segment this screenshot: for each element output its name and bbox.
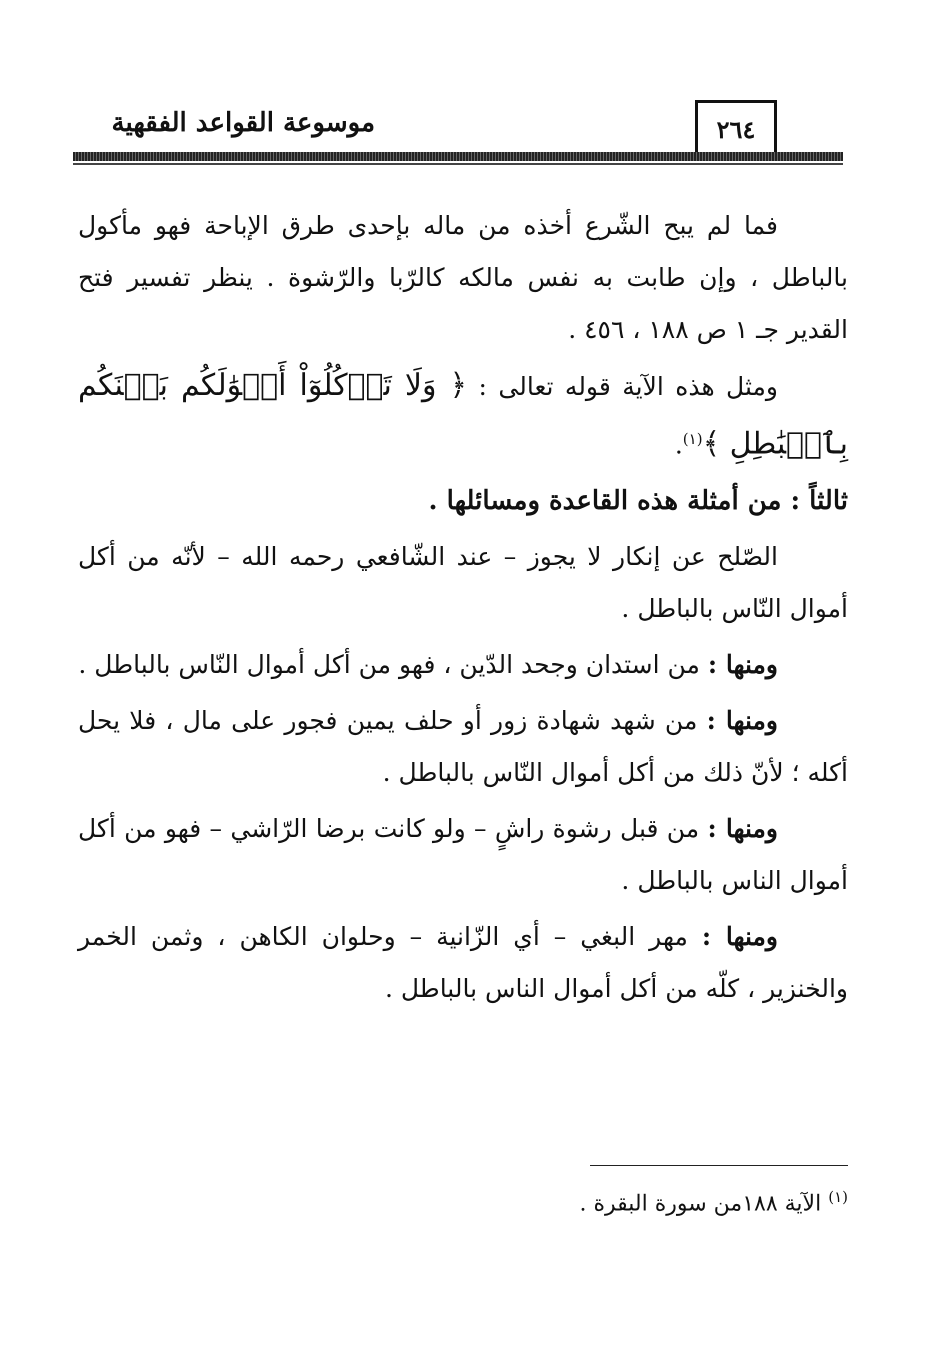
example-text: من استدان وجحد الدّين ، فهو من أكل أموال النّاس بالباطل . [78,650,700,680]
example-text: من قبل رشوة راشٍ – ولو كانت برضا الرّاشي – فهو من أكل أموال الناس بالباطل . [78,814,848,896]
footnote-text: الآية ١٨٨من سورة البقرة . [579,1191,822,1217]
paragraph-3: الصّلح عن إنكار لا يجوز – عند الشّافعي رحمه الله – لأنّه من أكل أموال النّاس بالباطل . [78,542,848,624]
paragraph-7 [78,911,848,1015]
paragraph-4 [78,639,848,691]
quran-intro: ومثل هذه الآية قوله تعالى : [478,372,778,401]
page-number: ٢٦٤ [695,100,777,160]
section-heading: ثالثاً : من أمثلة هذه القاعدة ومسائلها . [428,486,848,517]
example-lead: ومنها : [707,814,778,844]
body-text [78,200,848,1019]
example-lead: ومنها : [706,706,778,736]
footnote-rule [590,1165,848,1166]
paragraph-1: فما لم يبح الشّرع أخذه من ماله بإحدى طرق الإباحة فهو مأكول بالباطل ، وإن طابت به نفس مالكه كالرّبا والرّشوة . ينظر تفسير فتح القدير جـ ١ ص ١٨٨ ، ٤٥٦ . [78,211,848,344]
running-header-title: موسوعة القواعد الفقهية [111,108,375,138]
footnote-mark: (١) [828,1188,848,1206]
header-rule-thin [73,163,843,165]
paragraph-2 [78,360,848,471]
example-lead: ومنها : [707,650,778,680]
quran-verse: ﴿ وَلَا تَأۡكُلُوٓاْ أَمۡوَٰلَكُم بَيۡنَكُم بِٱلۡبَٰطِلِ ﴾ [78,368,848,462]
paragraph-2-end: . [674,430,683,460]
header-rule [73,152,843,161]
example-text: مهر البغي – أي الزّانية – وحلوان الكاهن ، وثمن الخمر والخنزير ، كلّه من أكل أموال الناس بالباطل . [78,922,848,1004]
example-text: من شهد شهادة زور أو حلف يمين فجور على مال ، فلا يحل أكله ؛ لأنّ ذلك من أكل أموال النّاس بالباطل . [78,706,848,788]
paragraph-6 [78,803,848,907]
footnote [579,1188,848,1216]
paragraph-5 [78,695,848,799]
footnote-reference: (١) [682,430,703,448]
example-lead: ومنها : [701,922,778,952]
